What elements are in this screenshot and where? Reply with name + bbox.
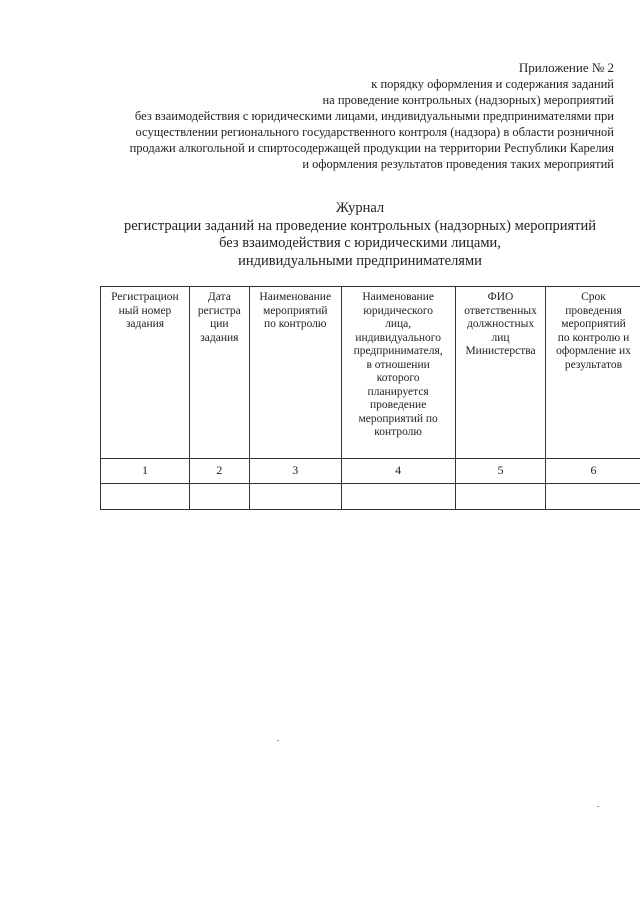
registration-journal-table bbox=[100, 286, 640, 510]
column-number: 6 bbox=[546, 459, 640, 484]
header-entity-name: Наименование юридического лица, индивидуального предпринимателя, в отношении которого планируется проведение мероприятий по контролю bbox=[341, 287, 455, 459]
column-number: 3 bbox=[249, 459, 341, 484]
appendix-line: осуществлении регионального государственного контроля (надзора) в области розничной bbox=[135, 125, 614, 139]
header-responsible-officials: ФИО ответственных должностных лиц Министерства bbox=[455, 287, 546, 459]
table-cell bbox=[455, 484, 546, 510]
appendix-number: Приложение № 2 bbox=[518, 60, 614, 75]
scan-speck bbox=[597, 806, 599, 807]
column-number: 5 bbox=[455, 459, 546, 484]
journal-heading: Журнал bbox=[335, 200, 385, 216]
column-number: 2 bbox=[189, 459, 249, 484]
appendix-line: на проведение контрольных (надзорных) мероприятий bbox=[322, 93, 614, 107]
column-number: 4 bbox=[341, 459, 455, 484]
appendix-header bbox=[54, 60, 614, 172]
appendix-line: без взаимодействия с юридическими лицами, индивидуальными предпринимателями при bbox=[134, 109, 614, 123]
table-cell bbox=[546, 484, 640, 510]
table-cell bbox=[189, 484, 249, 510]
table-cell bbox=[249, 484, 341, 510]
table-header-row bbox=[101, 287, 640, 459]
journal-title-line: без взаимодействия с юридическими лицами, bbox=[219, 235, 501, 251]
column-number: 1 bbox=[101, 459, 190, 484]
table-number-row bbox=[101, 459, 640, 484]
header-registration-number: Регистрацион ный номер задания bbox=[101, 287, 190, 459]
header-deadline: Срок проведения мероприятий по контролю и оформление их результатов bbox=[546, 287, 640, 459]
scan-speck bbox=[277, 740, 279, 741]
header-registration-date: Дата регистра ции задания bbox=[189, 287, 249, 459]
header-event-name: Наименование мероприятий по контролю bbox=[249, 287, 341, 459]
appendix-line: и оформления результатов проведения таких мероприятий bbox=[302, 157, 614, 171]
table-row bbox=[101, 484, 640, 510]
journal-title bbox=[100, 200, 620, 270]
appendix-line: к порядку оформления и содержания заданий bbox=[371, 77, 614, 91]
appendix-line: продажи алкогольной и спиртосодержащей продукции на территории Республики Карелия bbox=[129, 141, 614, 155]
journal-title-line: индивидуальными предпринимателями bbox=[238, 252, 482, 269]
journal-title-line: регистрации заданий на проведение контрольных (надзорных) мероприятий bbox=[124, 217, 596, 234]
table-cell bbox=[101, 484, 190, 510]
table-cell bbox=[341, 484, 455, 510]
